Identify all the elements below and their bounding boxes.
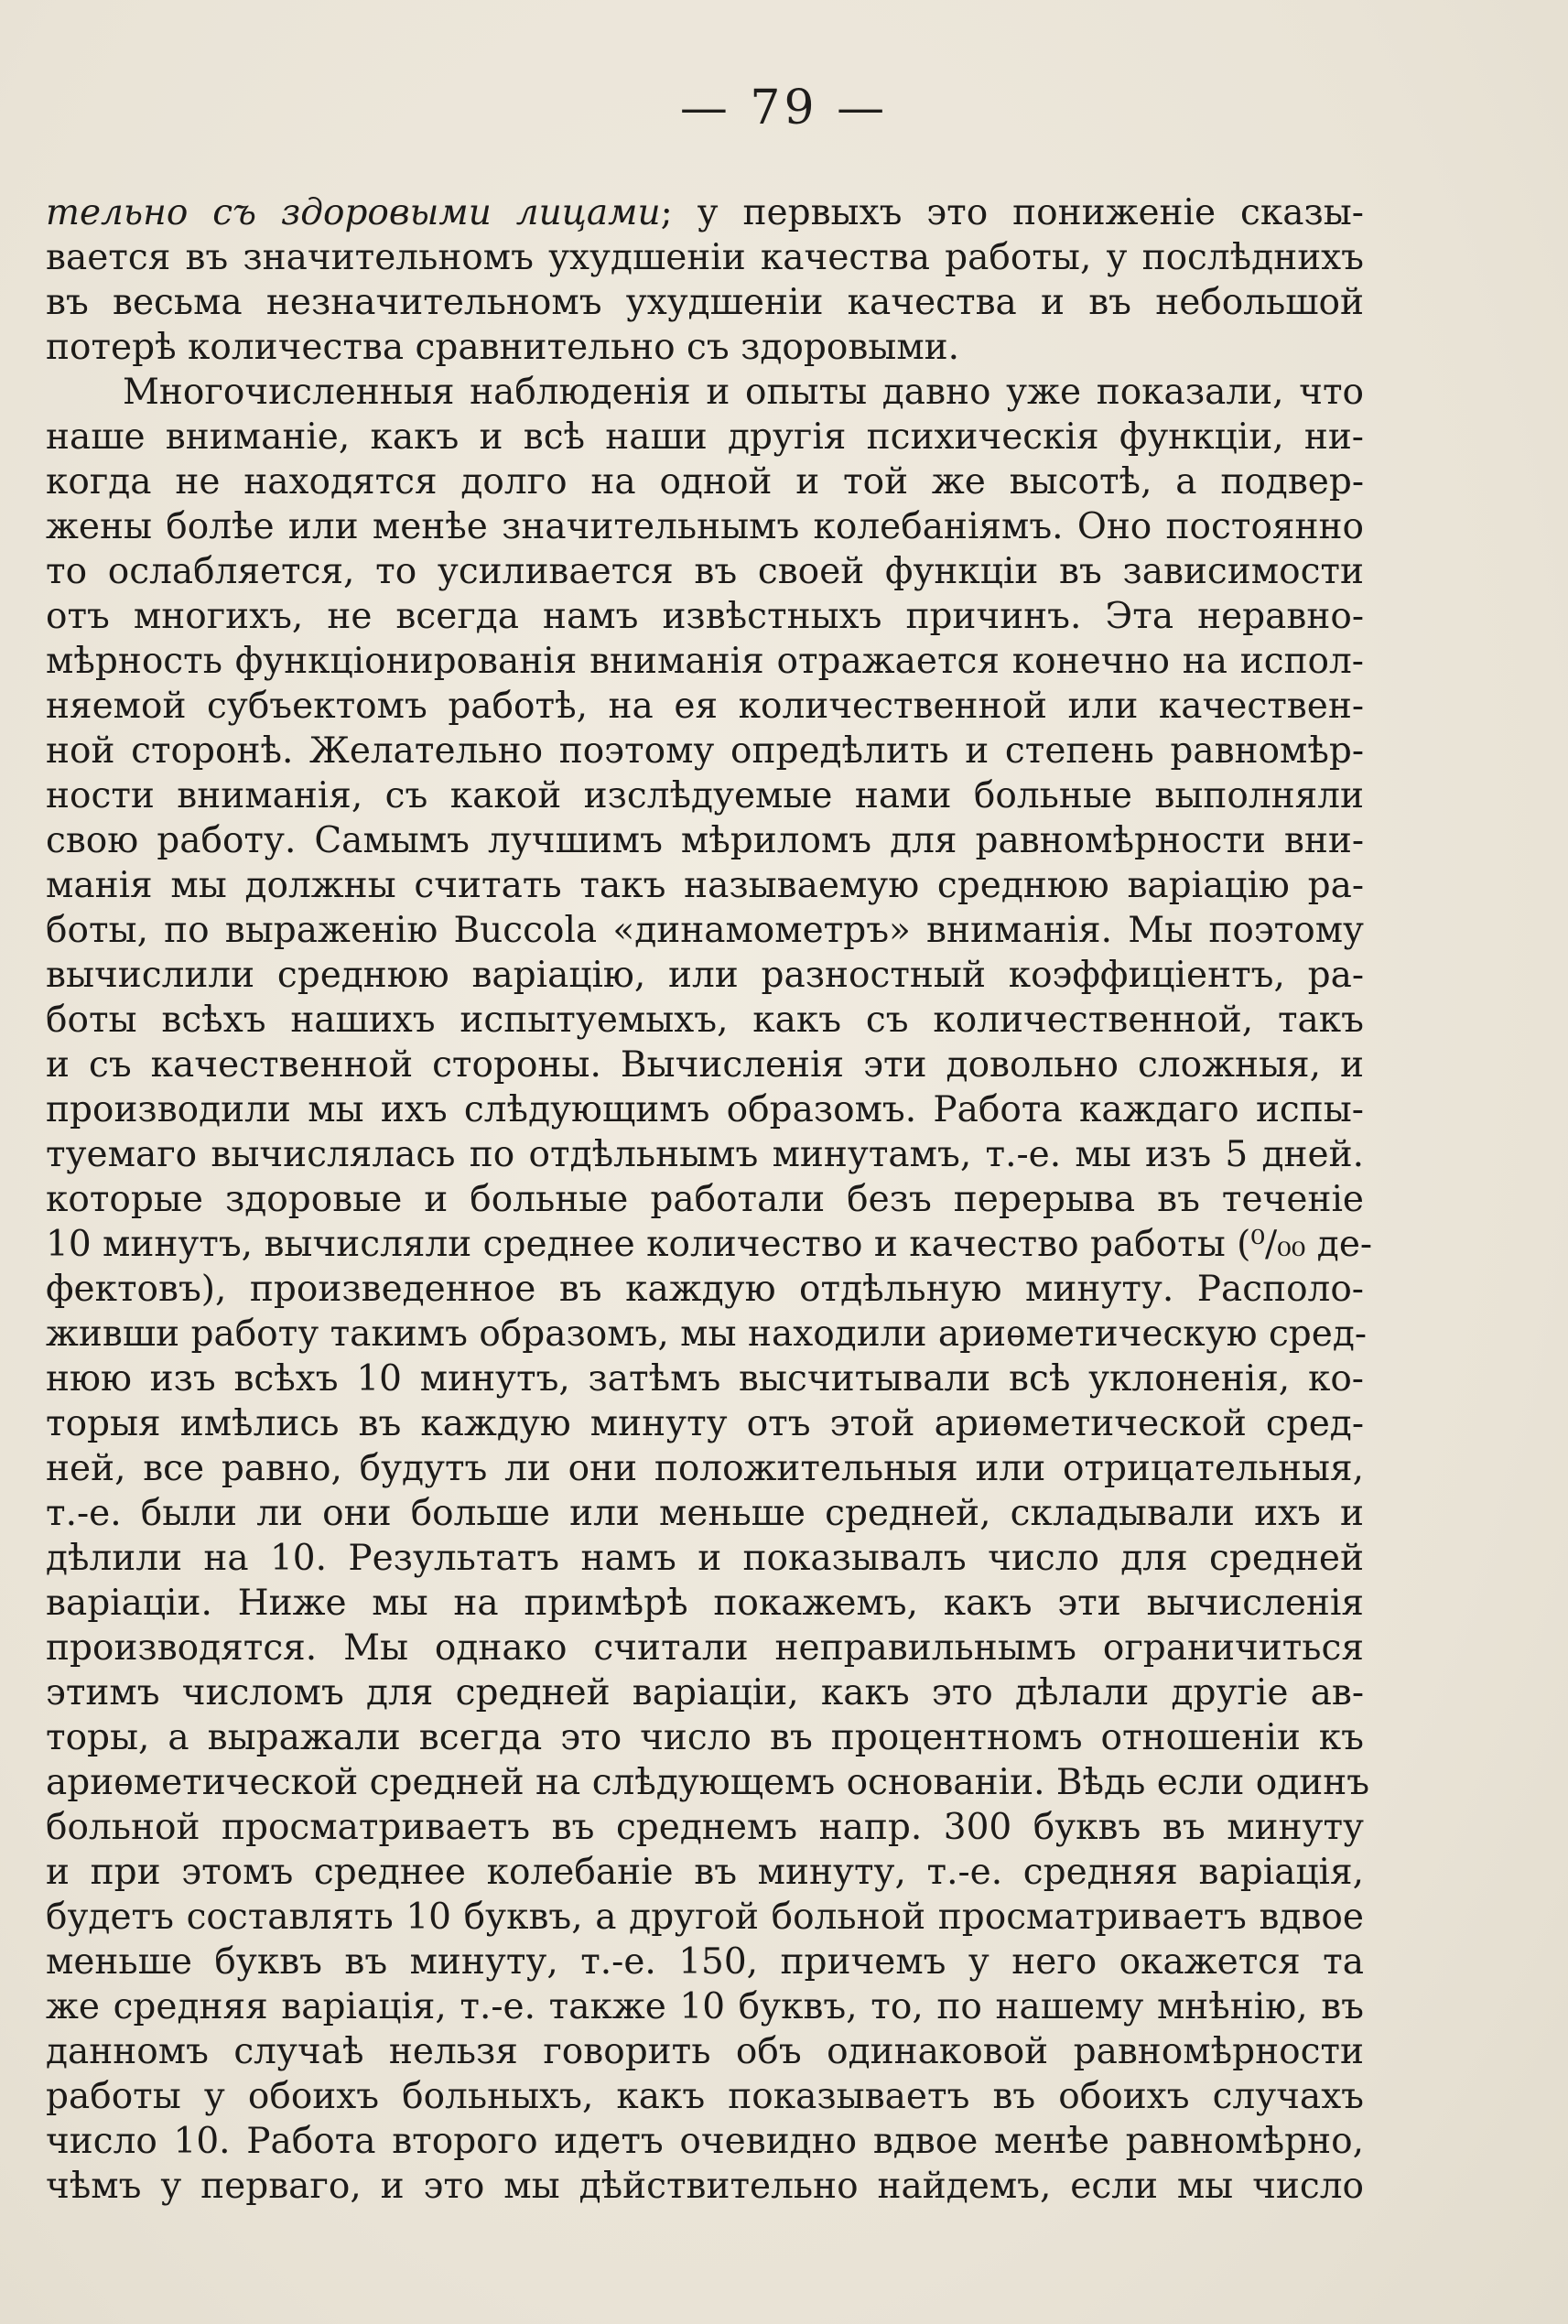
text-line — [46, 1177, 1364, 1222]
text-line — [46, 1267, 1364, 1312]
text-line — [46, 773, 1364, 818]
text-line — [46, 1222, 1373, 1267]
line-text: 10 минутъ, вычисляли среднее количество и качество работы (⁰/₀₀ де- — [46, 1224, 1373, 1265]
line-text: производили мы ихъ слѣдующимъ образомъ. Работа каждаго испы- — [46, 1089, 1364, 1130]
line-text: торы, а выражали всегда это число въ процентномъ отношеніи къ — [46, 1717, 1364, 1758]
text-line — [46, 1357, 1364, 1401]
line-text: живши работу такимъ образомъ, мы находили ариѳметическую сред- — [46, 1313, 1368, 1355]
text-line — [46, 190, 1364, 235]
line-text: ной сторонѣ. Желательно поэтому опредѣлить и степень равномѣр- — [46, 730, 1364, 772]
line-text: туемаго вычислялась по отдѣльнымъ минутамъ, т.-е. мы изъ 5 дней. — [46, 1134, 1364, 1175]
line-text: потерѣ количества сравнительно съ здоровыми. — [46, 327, 960, 368]
text-line — [46, 325, 1364, 370]
line-text: дѣлили на 10. Результатъ намъ и показывалъ число для средней — [46, 1538, 1364, 1579]
line-text: манія мы должны считать такъ называемую среднюю варіацію ра- — [46, 865, 1364, 906]
text-line — [46, 1984, 1364, 2029]
line-text: производятся. Мы однако считали неправильнымъ ограничиться — [46, 1627, 1364, 1669]
page-number: — 79 — — [679, 81, 889, 135]
text-line — [46, 2074, 1364, 2119]
line-text: число 10. Работа второго идетъ очевидно вдвое менѣе равномѣрно, — [46, 2121, 1364, 2162]
text-line — [46, 594, 1364, 639]
text-line — [46, 818, 1364, 863]
text-line — [46, 863, 1364, 908]
line-text: мѣрность функціонированія вниманія отражается конечно на испол- — [46, 641, 1364, 682]
text-line — [46, 1670, 1364, 1715]
line-text: меньше буквъ въ минуту, т.-е. 150, причемъ у него окажется та — [46, 1941, 1364, 1983]
line-text: отъ многихъ, не всегда намъ извѣстныхъ причинъ. Эта неравно- — [46, 596, 1364, 637]
text-line — [46, 684, 1364, 729]
text-line — [46, 2029, 1364, 2074]
line-text: нюю изъ всѣхъ 10 минутъ, затѣмъ высчитывали всѣ уклоненія, ко- — [46, 1358, 1364, 1400]
text-line — [46, 998, 1364, 1043]
line-text: боты, по выраженію Buccola «динамометръ» вниманія. Мы поэтому — [46, 910, 1364, 951]
text-line — [46, 1715, 1364, 1760]
text-line — [46, 1581, 1364, 1626]
line-text: вычислили среднюю варіацію, или разностный коэффиціентъ, ра- — [46, 955, 1364, 996]
line-text: данномъ случаѣ нельзя говорить объ одинаковой равномѣрности — [46, 2031, 1364, 2072]
text-line — [46, 1312, 1368, 1357]
text-line — [46, 235, 1364, 280]
line-text: же средняя варіація, т.-е. также 10 буквъ, то, по нашему мнѣнію, въ — [46, 1986, 1364, 2027]
text-line — [46, 370, 1364, 415]
line-text: жены болѣе или менѣе значительнымъ колебаніямъ. Оно постоянно — [46, 506, 1364, 547]
text-line — [46, 2119, 1364, 2164]
text-line — [46, 1536, 1364, 1581]
line-text: то ослабляется, то усиливается въ своей функціи въ зависимости — [46, 551, 1364, 592]
line-text: будетъ составлять 10 буквъ, а другой больной просматриваетъ вдвое — [46, 1897, 1364, 1938]
line-text: Многочисленныя наблюденія и опыты давно уже показали, что — [123, 372, 1364, 413]
text-line — [46, 1805, 1364, 1850]
line-text: свою работу. Самымъ лучшимъ мѣриломъ для равномѣрности вни- — [46, 820, 1364, 861]
text-line — [46, 1626, 1364, 1670]
text-line — [46, 415, 1364, 459]
line-text: вается въ значительномъ ухудшеніи качества работы, у послѣднихъ — [46, 237, 1364, 278]
line-text: фектовъ), произведенное въ каждую отдѣльную минуту. Располо- — [46, 1269, 1364, 1310]
text-line — [46, 1446, 1364, 1491]
line-text: наше вниманіе, какъ и всѣ наши другія психическія функціи, ни- — [46, 416, 1364, 458]
line-text: торыя имѣлись въ каждую минуту отъ этой ариѳметической сред- — [46, 1403, 1364, 1444]
text-line — [46, 2164, 1364, 2209]
text-line — [46, 504, 1364, 549]
text-line — [46, 1043, 1364, 1087]
italic-phrase: тельно съ здоровыми лицами — [46, 192, 661, 233]
text-line — [46, 639, 1364, 684]
line-text: которые здоровые и больные работали безъ перерыва въ теченіе — [46, 1179, 1364, 1220]
text-line — [46, 459, 1364, 504]
text-line — [46, 280, 1364, 325]
line-text: работы у обоихъ больныхъ, какъ показываетъ въ обоихъ случахъ — [46, 2076, 1364, 2117]
line-text: когда не находятся долго на одной и той же высотѣ, а подвер- — [46, 461, 1364, 503]
text-line — [46, 1850, 1364, 1895]
line-text: т.-е. были ли они больше или меньше средней, складывали ихъ и — [46, 1493, 1364, 1534]
line-text: варіаціи. Ниже мы на примѣрѣ покажемъ, какъ эти вычисленія — [46, 1583, 1364, 1624]
line-text: въ весьма незначительномъ ухудшеніи качества и въ небольшой — [46, 282, 1364, 323]
body-text — [46, 190, 1373, 2209]
text-line — [46, 1760, 1370, 1805]
text-line — [46, 1087, 1364, 1132]
text-line — [46, 1491, 1364, 1536]
line-text: ней, все равно, будутъ ли они положительныя или отрицательныя, — [46, 1448, 1364, 1489]
text-line — [46, 1895, 1364, 1940]
line-text: ; у первыхъ это пониженіе сказы- — [660, 192, 1364, 233]
line-text: няемой субъектомъ работѣ, на ея количественной или качествен- — [46, 686, 1364, 727]
line-text: и при этомъ среднее колебаніе въ минуту, т.-е. средняя варіація, — [46, 1852, 1364, 1893]
text-line — [46, 953, 1364, 998]
line-text: больной просматриваетъ въ среднемъ напр. 300 буквъ въ минуту — [46, 1807, 1364, 1848]
line-text: и съ качественной стороны. Вычисленія эти довольно сложныя, и — [46, 1044, 1364, 1086]
line-text: ариѳметической средней на слѣдующемъ основаніи. Вѣдь если одинъ — [46, 1762, 1370, 1803]
text-line — [46, 1401, 1364, 1446]
text-line — [46, 729, 1364, 773]
line-text: этимъ числомъ для средней варіаціи, какъ это дѣлали другіе ав- — [46, 1672, 1364, 1713]
text-line — [46, 549, 1364, 594]
text-line — [46, 1132, 1364, 1177]
line-text: чѣмъ у перваго, и это мы дѣйствительно найдемъ, если мы число — [46, 2166, 1364, 2207]
line-text: боты всѣхъ нашихъ испытуемыхъ, какъ съ количественной, такъ — [46, 1000, 1364, 1041]
text-line — [46, 908, 1364, 953]
text-line — [46, 1940, 1364, 1984]
line-text: ности вниманія, съ какой изслѣдуемые нами больные выполняли — [46, 775, 1364, 816]
